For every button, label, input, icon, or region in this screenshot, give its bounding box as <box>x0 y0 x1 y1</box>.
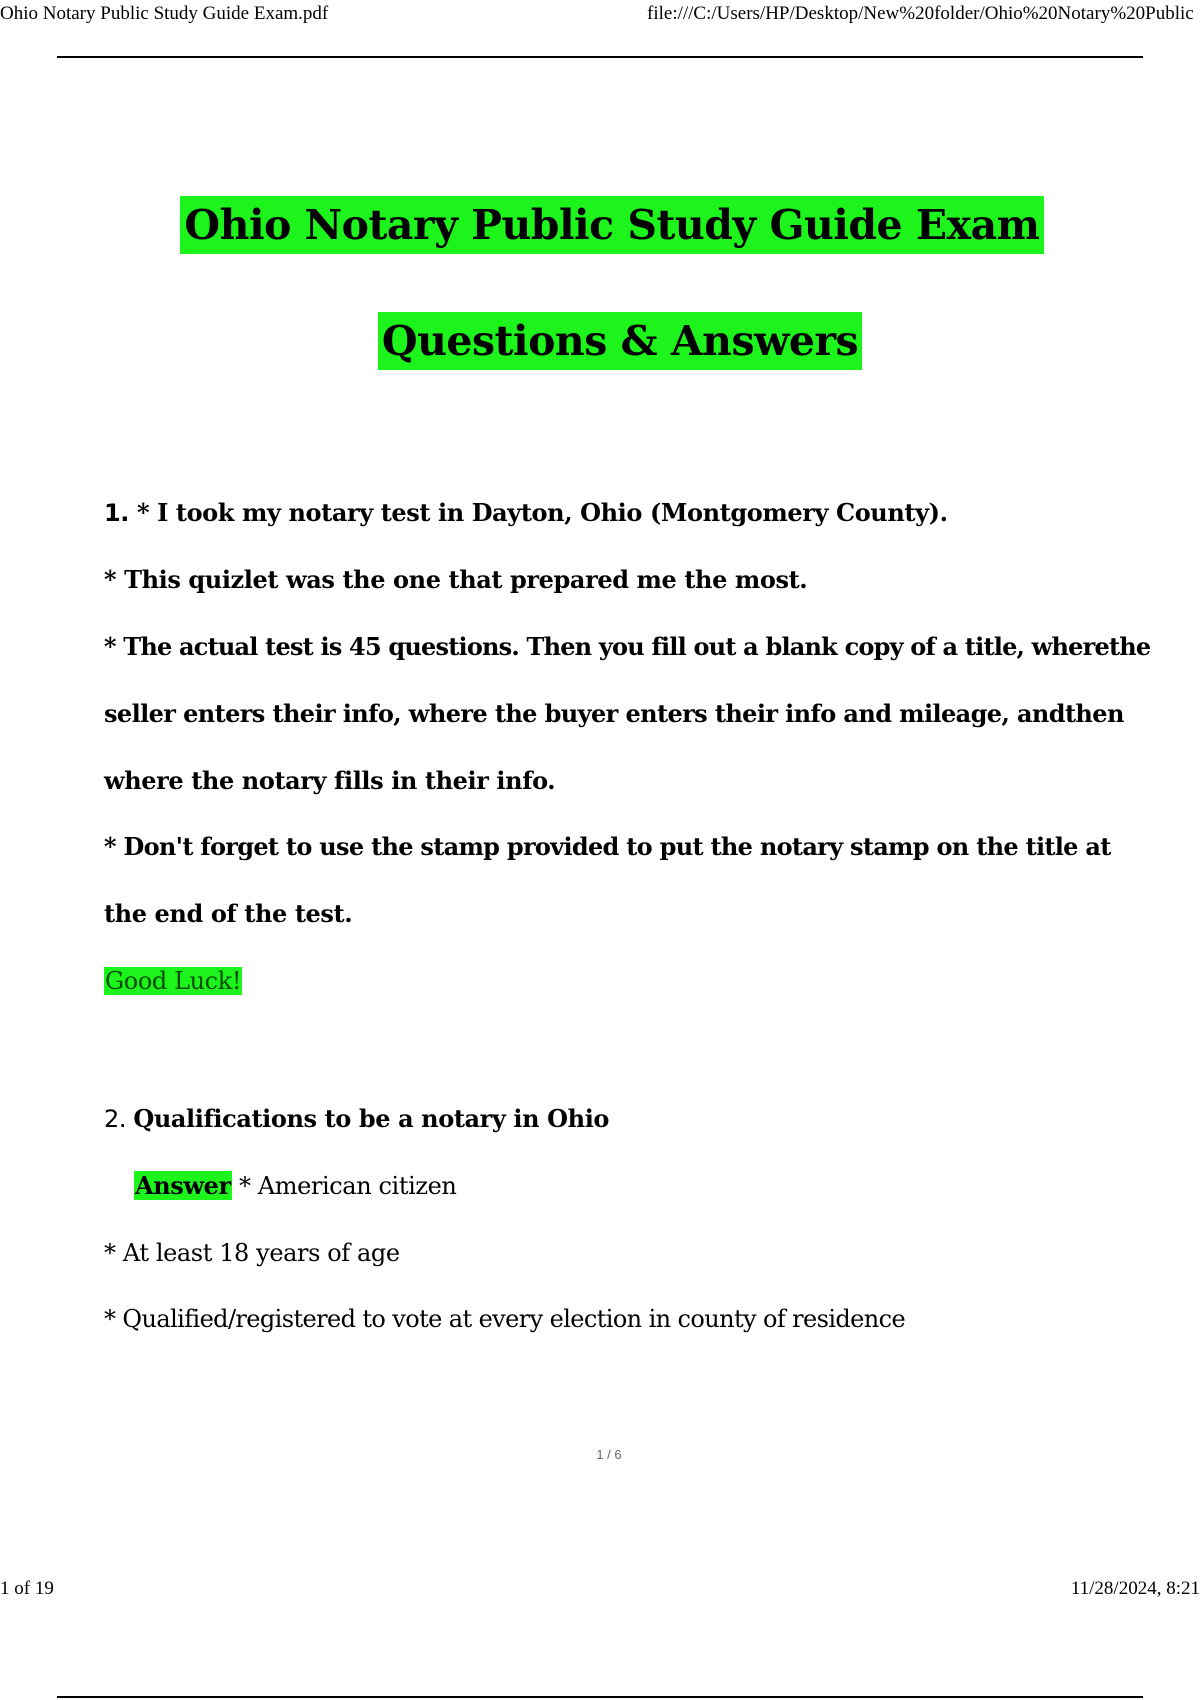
q1-number: 1. <box>104 499 130 527</box>
q1-line-1 <box>104 496 1164 530</box>
document-subtitle: Questions & Answers <box>378 312 862 370</box>
q1-text-4: seller enters their info, where the buyer enters their info and mileage, andthen <box>104 699 1124 728</box>
q1-line-2 <box>104 563 1164 597</box>
q1-text-7: the end of the test. <box>104 899 353 928</box>
q2-answer-line-2 <box>104 1236 1164 1270</box>
browser-print-footer <box>0 1577 1200 1601</box>
q1-text-5: where the notary fills in their info. <box>104 766 556 795</box>
print-date: 11/28/2024, 8:21 <box>1070 1578 1200 1599</box>
q1-text-3: * The actual test is 45 questions. Then you fill out a blank copy of a title, wherethe <box>104 632 1151 661</box>
q2-answer-first: * American citizen <box>239 1172 457 1200</box>
footer-divider <box>57 1696 1143 1698</box>
q2-question <box>104 1102 1164 1136</box>
q1-text-1: * I took my notary test in Dayton, Ohio (Montgomery County). <box>137 498 948 527</box>
q2-answer-first-line <box>134 1169 1194 1203</box>
q2-answer-line-3 <box>104 1302 1164 1336</box>
q2-question-text: Qualifications to be a notary in Ohio <box>133 1104 610 1133</box>
print-header-url: file:///C:/Users/HP/Desktop/New%20folder/Ohio%20Notary%20Public <box>647 3 1194 24</box>
q1-line-5 <box>104 764 1164 798</box>
page-indicator: 1 / 6 <box>596 1447 622 1462</box>
q2-answer-text-3: * Qualified/registered to vote at every election in county of residence <box>104 1305 906 1333</box>
print-header-title: Ohio Notary Public Study Guide Exam.pdf <box>0 3 329 24</box>
q2-number: 2. <box>104 1105 127 1133</box>
document-title: Ohio Notary Public Study Guide Exam <box>180 196 1043 254</box>
q1-answer-text: Good Luck! <box>105 967 242 995</box>
document-title-line-2 <box>0 312 1200 370</box>
q2-answer-text-2: * At least 18 years of age <box>104 1239 400 1267</box>
q1-answer <box>104 964 1164 998</box>
q1-text-6: * Don't forget to use the stamp provided to put the notary stamp on the title at <box>104 832 1111 861</box>
q1-text-2: * This quizlet was the one that prepared me the most. <box>104 565 808 594</box>
q1-line-6 <box>104 830 1164 864</box>
q1-line-3 <box>104 630 1164 664</box>
document-title-line-1 <box>0 196 1200 254</box>
q1-line-7 <box>104 897 1164 931</box>
print-page-count: 1 of 19 <box>0 1578 54 1599</box>
q2-answer-label: Answer <box>135 1171 231 1200</box>
q1-line-4 <box>104 697 1164 731</box>
